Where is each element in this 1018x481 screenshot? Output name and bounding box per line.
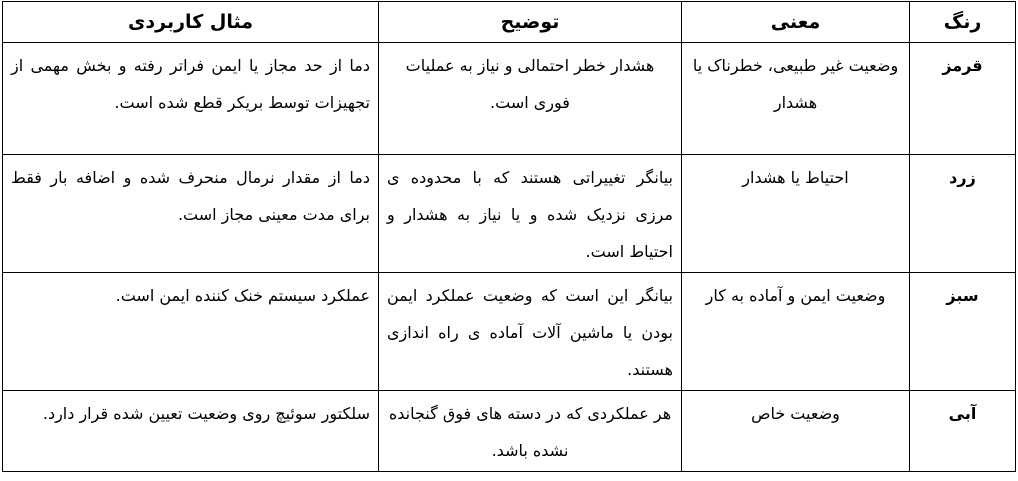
example-cell: سلکتور سوئیچ روی وضعیت تعیین شده قرار دارد. (3, 391, 379, 472)
example-cell: دما از مقدار نرمال منحرف شده و اضافه بار فقط برای مدت معینی مجاز است. (3, 155, 379, 273)
color-cell-blue: آبی (910, 391, 1016, 472)
header-example: مثال کاربردی (3, 2, 379, 43)
meaning-cell: احتیاط یا هشدار (682, 155, 910, 273)
table-row (3, 43, 1016, 155)
table-row (3, 391, 1016, 472)
color-cell-green: سبز (910, 273, 1016, 391)
description-cell: هشدار خطر احتمالی و نیاز به عملیات فوری است. (379, 43, 682, 155)
meaning-cell: وضعیت خاص (682, 391, 910, 472)
example-cell: عملکرد سیستم خنک کننده ایمن است. (3, 273, 379, 391)
header-meaning: معنی (682, 2, 910, 43)
description-cell: هر عملکردی که در دسته های فوق گنجانده نشده باشد. (379, 391, 682, 472)
example-cell: دما از حد مجاز یا ایمن فراتر رفته و بخش مهمی از تجهیزات توسط بریکر قطع شده است. (3, 43, 379, 155)
description-cell: بیانگر این است که وضعیت عملکرد ایمن بودن یا ماشین آلات آماده ی راه اندازی هستند. (379, 273, 682, 391)
description-cell: بیانگر تغییراتی هستند که با محدوده ی مرزی نزدیک شده و یا نیاز به هشدار و احتیاط است. (379, 155, 682, 273)
color-meaning-table (2, 1, 1016, 472)
color-cell-red: قرمز (910, 43, 1016, 155)
header-color: رنگ (910, 2, 1016, 43)
table-row (3, 155, 1016, 273)
meaning-cell: وضعیت غیر طبیعی، خطرناک یا هشدار (682, 43, 910, 155)
header-description: توضیح (379, 2, 682, 43)
color-cell-yellow: زرد (910, 155, 1016, 273)
meaning-cell: وضعیت ایمن و آماده به کار (682, 273, 910, 391)
table-row (3, 273, 1016, 391)
header-row (3, 2, 1016, 43)
